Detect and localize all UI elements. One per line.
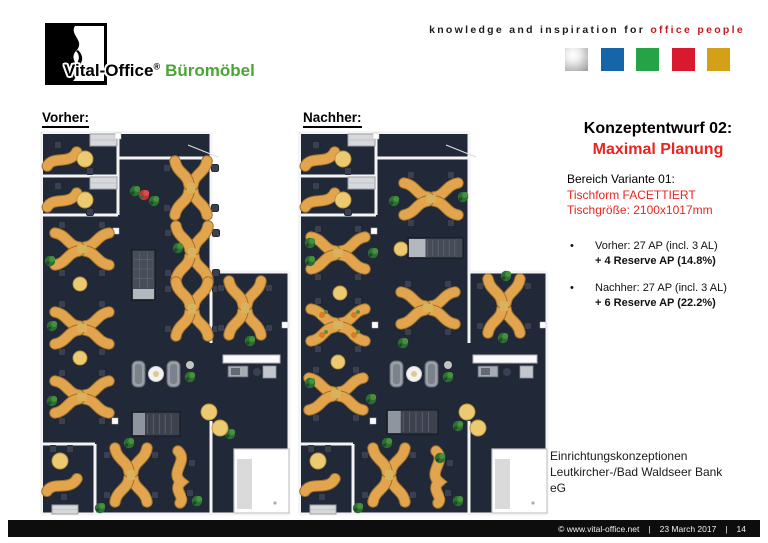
round-table	[73, 277, 87, 291]
chair	[58, 369, 65, 376]
chair	[446, 459, 453, 466]
footer-separator: |	[648, 523, 651, 534]
chair	[409, 491, 416, 498]
chair	[312, 182, 319, 189]
cabinet-locker	[132, 250, 155, 300]
chair	[352, 366, 359, 373]
chair	[447, 219, 454, 226]
plant	[245, 336, 255, 346]
footer-page-number: 14	[736, 523, 746, 534]
round-table	[394, 242, 408, 256]
plant	[458, 192, 468, 202]
footer-date: 23 March 2017	[659, 523, 717, 534]
bullet-vorher-line1: Vorher: 27 AP (incl. 3 AL)	[595, 240, 718, 252]
chair	[86, 167, 93, 174]
chair	[188, 459, 195, 466]
floorplan-nachher	[298, 131, 550, 517]
concept-title: Konzeptentwurf 02:	[583, 120, 733, 137]
chair	[314, 345, 321, 352]
chair	[98, 269, 105, 276]
door-marker	[540, 322, 546, 328]
bullet-marker: •	[570, 282, 574, 294]
chair	[217, 284, 224, 291]
chair	[98, 348, 105, 355]
chair	[314, 273, 321, 280]
cabinet-sideboard	[408, 238, 463, 258]
chair	[98, 417, 105, 424]
chair	[447, 171, 454, 178]
brand-square-gold	[707, 48, 730, 71]
plant	[47, 396, 57, 406]
brand-square-blue	[601, 48, 624, 71]
brand-color-squares	[565, 48, 730, 71]
round-table	[470, 420, 486, 436]
plant	[366, 394, 376, 404]
chair	[49, 445, 56, 452]
chair	[164, 285, 171, 292]
bullet-nachher-text	[595, 281, 727, 310]
chair	[265, 284, 272, 291]
round-table	[331, 355, 345, 369]
plant	[501, 271, 511, 281]
plant	[192, 496, 202, 506]
concept-title-block	[552, 118, 764, 160]
chair	[407, 171, 414, 178]
chair	[98, 300, 105, 307]
footer-bar	[8, 520, 760, 537]
bullet-marker: •	[570, 240, 574, 252]
stairwell	[234, 449, 289, 513]
brand-square-red	[672, 48, 695, 71]
chair	[476, 282, 483, 289]
concept-subtitle: Maximal Planung	[592, 141, 724, 158]
chair	[98, 369, 105, 376]
floorplan-vorher	[40, 131, 292, 517]
chair	[344, 167, 351, 174]
variant-tischgroesse: Tischgröße: 2100x1017mm	[567, 203, 713, 217]
chair	[314, 225, 321, 232]
cabinet-dark	[387, 410, 438, 434]
round-table	[333, 286, 347, 300]
bullet-vorher-text	[595, 239, 718, 268]
plant	[173, 243, 183, 253]
cabinet-dark	[132, 412, 180, 436]
plant	[95, 503, 105, 513]
stairwell	[492, 449, 547, 513]
round-table	[310, 453, 326, 469]
plant	[305, 378, 315, 388]
plant	[398, 338, 408, 348]
cabinet-light	[348, 134, 375, 146]
chair	[211, 204, 218, 211]
plant	[130, 186, 140, 196]
round-table	[335, 151, 351, 167]
chair	[344, 208, 351, 215]
round-table	[77, 192, 93, 208]
bullet-nachher	[570, 281, 765, 310]
chair	[58, 269, 65, 276]
project-line2: Leutkircher-/Bad Waldseer Bank	[550, 465, 723, 479]
chair	[58, 348, 65, 355]
round-table	[52, 453, 68, 469]
chair	[164, 229, 171, 236]
chair	[312, 414, 319, 421]
chair	[361, 491, 368, 498]
chair	[354, 345, 361, 352]
tagline-red: office people	[650, 24, 745, 36]
cabinet-light	[52, 505, 78, 514]
footer-separator: |	[725, 523, 728, 534]
brand-name: Vital-Office	[64, 61, 154, 80]
chair	[361, 451, 368, 458]
plant	[45, 256, 55, 266]
chair	[524, 322, 531, 329]
footer-url: © www.vital-office.net	[558, 523, 640, 534]
variant-heading: Bereich Variante 01:	[567, 172, 675, 186]
door-marker	[115, 133, 121, 139]
round-table	[77, 151, 93, 167]
brand-suffix: Büromöbel	[165, 61, 255, 80]
door-marker	[370, 418, 376, 424]
variant-block	[567, 172, 713, 219]
brand-wordmark	[64, 61, 255, 81]
plant	[443, 372, 453, 382]
chair	[163, 204, 170, 211]
chair	[476, 322, 483, 329]
plan-nachher-svg	[298, 131, 550, 517]
brand-square-green	[636, 48, 659, 71]
chair	[58, 417, 65, 424]
door-marker	[371, 228, 377, 234]
project-line3: eG	[550, 481, 567, 495]
plant	[382, 438, 392, 448]
chair	[217, 324, 224, 331]
plant	[124, 438, 134, 448]
chair	[312, 141, 319, 148]
chair	[186, 489, 193, 496]
chair	[404, 328, 411, 335]
chair	[86, 208, 93, 215]
bullet-nachher-line2: + 6 Reserve AP (22.2%)	[595, 296, 716, 309]
chair	[58, 221, 65, 228]
plant	[498, 333, 508, 343]
chair	[54, 182, 61, 189]
cabinet-light	[348, 177, 375, 189]
chair	[164, 269, 171, 276]
chair	[66, 445, 73, 452]
bullet-vorher-line2: + 4 Reserve AP (14.8%)	[595, 254, 716, 267]
plant	[305, 256, 315, 266]
round-table	[73, 351, 87, 365]
plant	[47, 321, 57, 331]
plant	[185, 372, 195, 382]
variant-tischform: Tischform FACETTIERT	[567, 187, 696, 202]
chair	[354, 273, 361, 280]
chair	[103, 491, 110, 498]
chair	[409, 451, 416, 458]
chair	[163, 164, 170, 171]
chair	[151, 451, 158, 458]
chair	[211, 164, 218, 171]
chair	[98, 221, 105, 228]
plant	[368, 248, 378, 258]
cabinet-light	[90, 134, 117, 146]
chair	[60, 493, 67, 500]
plant	[305, 238, 315, 248]
chair	[103, 451, 110, 458]
project-line1: Einrichtungskonzeptionen	[550, 449, 688, 463]
bullet-vorher	[570, 239, 765, 268]
chair	[524, 282, 531, 289]
chair	[352, 414, 359, 421]
registered-mark: ®	[153, 61, 161, 72]
chair	[354, 297, 361, 304]
door-marker	[373, 133, 379, 139]
round-table	[201, 404, 217, 420]
desk-s-curve	[177, 451, 182, 503]
chair	[58, 300, 65, 307]
plant	[453, 421, 463, 431]
chair	[444, 280, 451, 287]
brand-square-silver	[565, 48, 588, 71]
chair	[444, 328, 451, 335]
chair	[404, 280, 411, 287]
chair	[265, 324, 272, 331]
summary-bullets	[570, 239, 765, 323]
plant-red	[139, 190, 149, 200]
chair	[54, 141, 61, 148]
plant	[453, 496, 463, 506]
plant	[149, 196, 159, 206]
plant	[353, 503, 363, 513]
chair	[314, 297, 321, 304]
chair	[354, 225, 361, 232]
round-table	[459, 404, 475, 420]
round-table	[335, 192, 351, 208]
label-vorher: Vorher:	[42, 110, 89, 128]
chair	[318, 493, 325, 500]
bullet-nachher-line1: Nachher: 27 AP (incl. 3 AL)	[595, 282, 727, 294]
plan-vorher-svg	[40, 131, 292, 517]
tagline	[429, 24, 745, 36]
chair	[312, 366, 319, 373]
chair	[444, 489, 451, 496]
label-nachher: Nachher:	[303, 110, 362, 128]
cabinet-light	[90, 177, 117, 189]
chair	[164, 325, 171, 332]
plant	[389, 196, 399, 206]
chair	[212, 269, 219, 276]
chair	[324, 445, 331, 452]
door-marker	[112, 418, 118, 424]
chair	[307, 445, 314, 452]
cabinet-light	[310, 505, 336, 514]
door-marker	[372, 322, 378, 328]
door-marker	[282, 322, 288, 328]
round-table	[212, 420, 228, 436]
project-description	[550, 448, 722, 496]
tagline-black: knowledge and inspiration for	[429, 24, 646, 36]
chair	[151, 491, 158, 498]
chair	[407, 219, 414, 226]
chair	[212, 229, 219, 236]
plant	[435, 453, 445, 463]
